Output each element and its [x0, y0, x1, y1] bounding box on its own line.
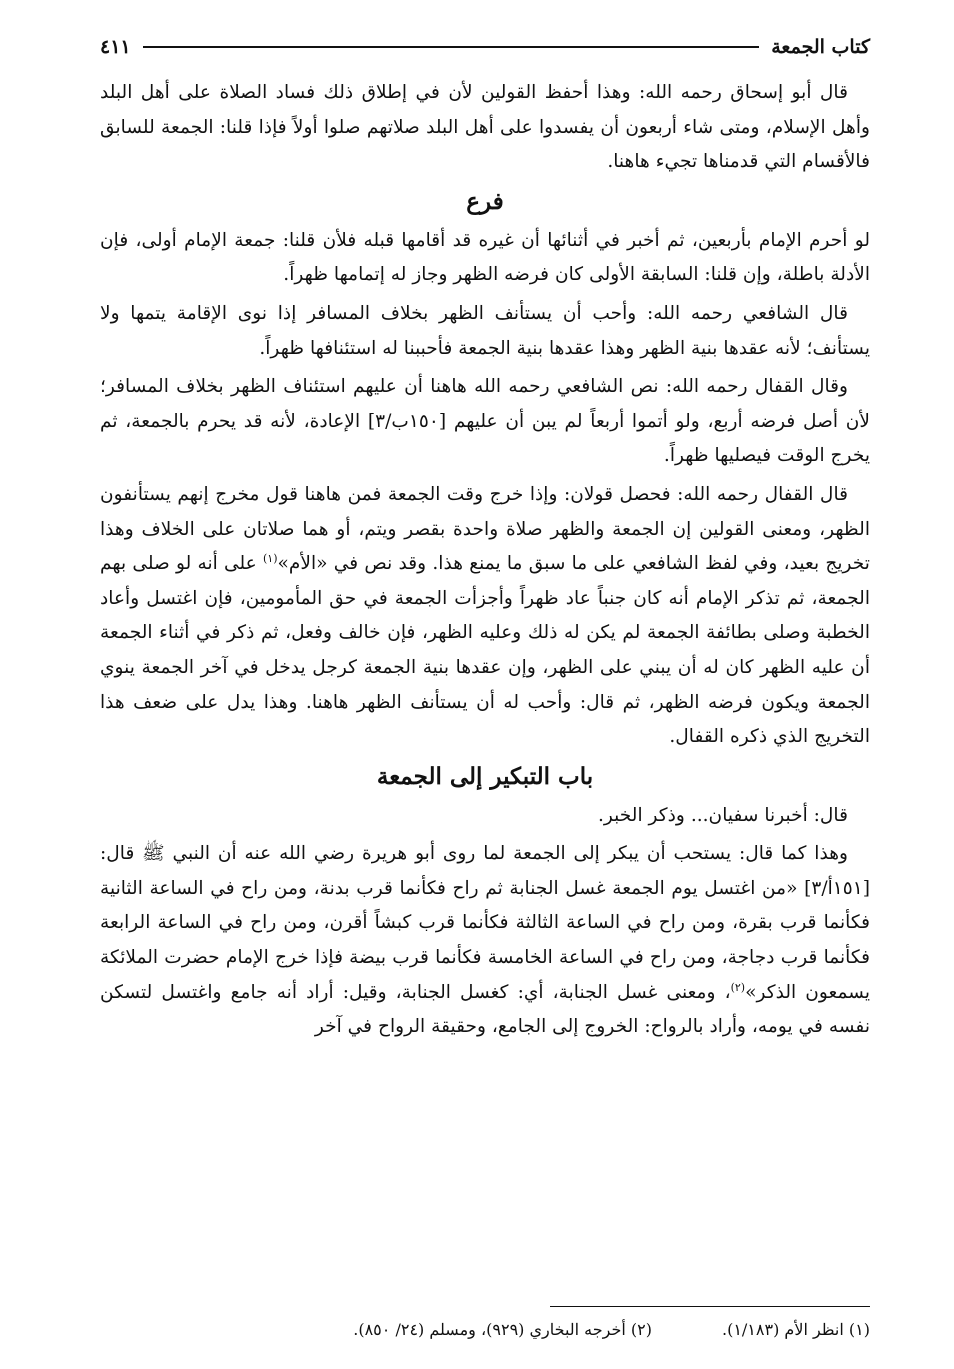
paragraph: وقال القفال رحمه الله: نص الشافعي رحمه الله هاهنا أن عليهم استئناف الظهر بخلاف المسافر؛ لأن أصل فرضه أربع، ولو أتموا أربعاً لم يبن أن عليهم [١٥٠ب/٣] الإعادة، لأنه قد يحرم بالجمعة، ثم يخرج الوقت فيصليها ظهراً.: [100, 376, 870, 467]
main-text: [100, 76, 870, 1049]
footnote-ref: (١): [262, 551, 278, 565]
paragraph: قال: أخبرنا سفيان... وذكر الخبر.: [598, 804, 848, 826]
paragraph: لو أحرم الإمام بأربعين، ثم أخبر في أثنائها أن غيره قد أقامها قبله فلأن قلنا: جمعة الإمام أولى، فإن الأدلة باطلة، وإن قلنا: السابقة الأولى كان فرضه الظهر وجاز له إتمامها ظهراً.: [100, 229, 870, 286]
footnotes: [100, 1320, 870, 1346]
paragraph: [100, 837, 870, 1045]
paragraph-text: على أنه لو صلى بهم الجمعة، ثم تذكر الإمام أنه كان جنباً عاد ظهراً وأجزأت الجمعة في حق المأمومين، فإن اغتسل وأعاد الخطبة وصلى بطائفة الجمعة لم يكن له ذلك وعليه الظهر، فإن خالف وفعل، ثم ذكر في أثناء الجمعة أن عليه الظهر كان له أن يبني على الظهر، وإن عقدها بنية الجمعة كرجل يدخل في آخر الجمعة ينوي الجمعة ويكون فرضه الظهر، ثم قال: وأحب له أن يستأنف الظهر هاهنا. وهذا يدل على ضعف هذا التخريج الذي ذكره القفال.: [100, 553, 870, 748]
footnote: (٢) أخرجه البخاري (٩٢٩)، ومسلم (٢٤/ ٨٥٠).: [353, 1320, 652, 1339]
running-header: [100, 30, 870, 64]
paragraph-text: ، ومعنى غسل الجنابة، أي: كغسل الجنابة، وقيل: أراد أنه جامع واغتسل لتسكن نفسه في يومه، وأراد بالرواح: الخروج إلى الجامع، وحقيقة الرواح في آخر: [100, 981, 870, 1038]
section-heading: فرع: [466, 187, 504, 215]
paragraph: [100, 478, 870, 755]
header-rule: [143, 46, 760, 48]
paragraph-text: وهذا كما قال: يستحب أن يبكر إلى الجمعة لما روى أبو هريرة رضي الله عنه أن النبي ﷺ قال: [١٥١أ/٣] «من اغتسل يوم الجمعة غسل الجنابة ثم راح فكأنما قرب بدنة، ومن راح في الساعة الثانية فكأنما قرب بقرة، ومن راح في الساعة الثالثة فكأنما قرب كبشاً أقرن، ومن راح في الساعة الرابعة فكأنما قرب دجاجة، ومن راح في الساعة الخامسة فكأنما قرب بيضة فإذا خرج الإمام حضرت الملائكة يسمعون الذكر»: [100, 843, 870, 1003]
page: [100, 30, 870, 1350]
book-title: كتاب الجمعة: [771, 36, 870, 58]
paragraph: قال الشافعي رحمه الله: وأحب أن يستأنف الظهر بخلاف المسافر إذا نوى الإقامة يتمها ولا يستأنف؛ لأنه عقدها بنية الظهر وهذا عقدها بنية الجمعة فأحببنا له استئنافها ظهراً.: [100, 302, 870, 359]
chapter-heading: باب التبكير إلى الجمعة: [376, 762, 594, 790]
paragraph-text: قال القفال رحمه الله: فحصل قولان: وإذا خرج وقت الجمعة فمن هاهنا قول مخرج إنهم يستأنفون الظهر، ومعنى القولين إن الجمعة والظهر صلاة واحدة بقصر ويتم، أو هما صلاتان على الخلاف وهذا تخريج بعيد، وفي لفظ الشافعي على ما سبق ما يمنع هذا. وقد نص في «الأم»: [100, 483, 870, 575]
paragraph: قال أبو إسحاق رحمه الله: وهذا أحفظ القولين لأن في إطلاق ذلك فساد الصلاة على أهل البلد وأهل الإسلام، ومتى شاء أربعون أن يفسدوا على أهل البلد صلاتهم صلوا أولاً فإذا قلنا: الجمعة للسابق فالأقسام التي قدمناها تجيء هاهنا.: [100, 82, 870, 173]
footnote-separator: [550, 1306, 870, 1307]
footnote-ref: (٢): [730, 980, 746, 994]
page-number: ٤١١: [100, 36, 131, 58]
footnote: (١) انظر الأم (١/١٨٣).: [721, 1320, 870, 1339]
